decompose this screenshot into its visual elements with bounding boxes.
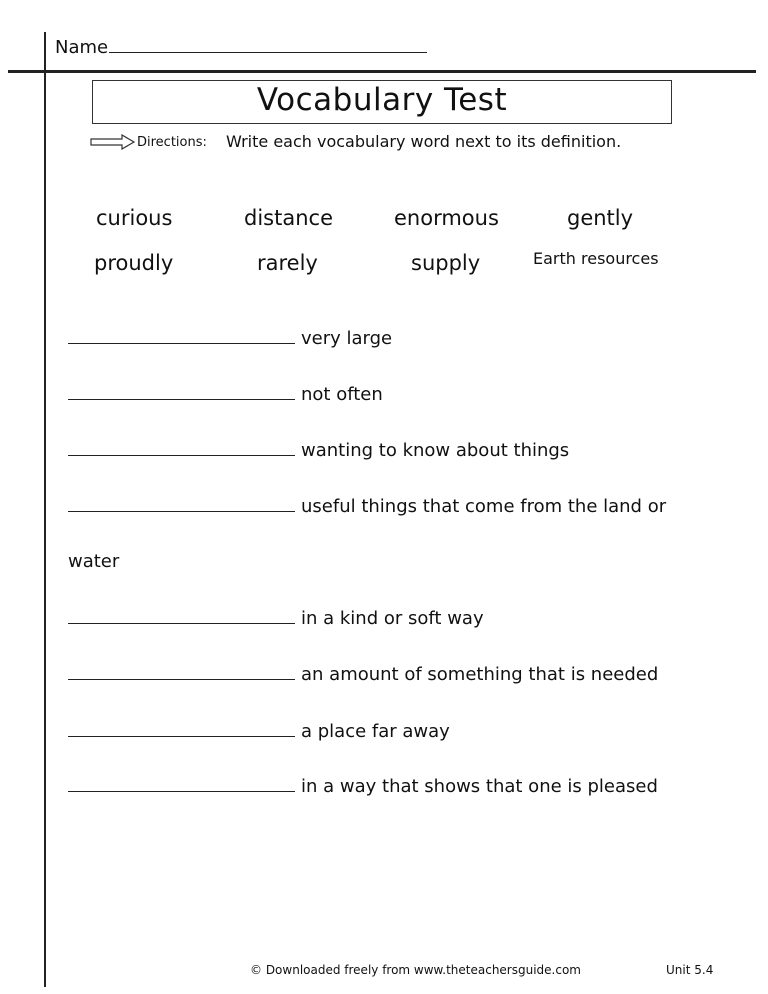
word-bank-item: curious bbox=[96, 206, 173, 230]
definition-row bbox=[68, 607, 484, 629]
definition-row bbox=[68, 327, 392, 349]
answer-blank[interactable] bbox=[68, 775, 295, 792]
definition-text: a place far away bbox=[301, 721, 450, 742]
header-rule bbox=[8, 70, 756, 73]
answer-blank[interactable] bbox=[68, 720, 295, 737]
answer-blank[interactable] bbox=[68, 607, 295, 624]
definition-text: an amount of something that is needed bbox=[301, 664, 659, 685]
page-title: Vocabulary Test bbox=[256, 82, 508, 118]
margin-rule bbox=[44, 32, 46, 987]
definition-text: in a way that shows that one is pleased bbox=[301, 776, 658, 797]
directions-text: Write each vocabulary word next to its definition. bbox=[226, 132, 622, 151]
answer-blank[interactable] bbox=[68, 383, 295, 400]
definition-text: in a kind or soft way bbox=[301, 608, 484, 629]
definition-text: useful things that come from the land or bbox=[301, 496, 667, 517]
name-label: Name bbox=[55, 37, 109, 58]
name-field[interactable] bbox=[55, 34, 427, 58]
word-bank-item: proudly bbox=[94, 251, 174, 275]
arrow-right-icon bbox=[90, 134, 136, 150]
footer-copyright: © Downloaded freely from www.theteachersguide.com bbox=[250, 963, 581, 977]
definition-row bbox=[68, 663, 658, 685]
unit-label: Unit 5.4 bbox=[666, 963, 714, 977]
definition-text: very large bbox=[301, 328, 393, 349]
definition-text: not often bbox=[301, 384, 383, 405]
word-bank-item: rarely bbox=[257, 251, 318, 275]
definition-row bbox=[68, 720, 450, 742]
word-bank-item: Earth resources bbox=[533, 249, 659, 268]
answer-blank[interactable] bbox=[68, 327, 295, 344]
word-bank-item: gently bbox=[567, 206, 634, 230]
name-blank[interactable] bbox=[109, 34, 427, 53]
answer-blank[interactable] bbox=[68, 439, 295, 456]
definition-row bbox=[68, 775, 658, 797]
definition-continuation: water bbox=[68, 551, 120, 572]
word-bank-item: distance bbox=[244, 206, 333, 230]
definition-row bbox=[68, 495, 666, 517]
answer-blank[interactable] bbox=[68, 495, 295, 512]
word-bank-item: enormous bbox=[394, 206, 499, 230]
word-bank-item: supply bbox=[411, 251, 481, 275]
definition-row bbox=[68, 383, 383, 405]
definition-row bbox=[68, 439, 569, 461]
directions-label: Directions: bbox=[137, 135, 207, 150]
definition-text: wanting to know about things bbox=[301, 440, 570, 461]
answer-blank[interactable] bbox=[68, 663, 295, 680]
